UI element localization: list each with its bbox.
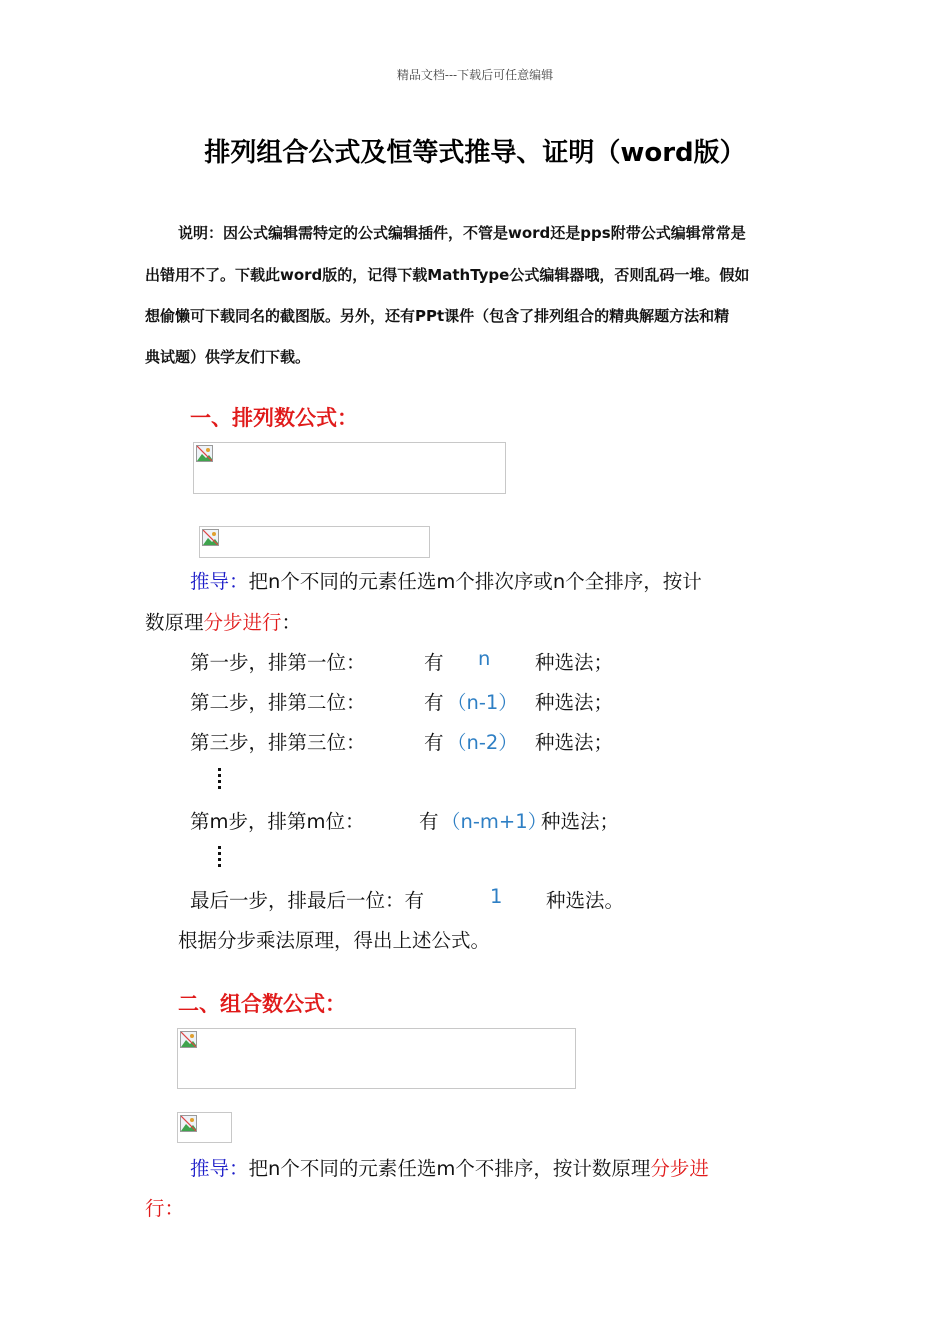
step-last-right: 种选法。	[546, 889, 625, 912]
derivation-line-2	[145, 607, 301, 635]
page-header: 精品文档---下载后可任意编辑	[396, 68, 554, 82]
conclusion: 根据分步乘法原理，得出上述公式。	[178, 929, 491, 952]
formula-image-1	[193, 442, 506, 494]
step-1-has: 有	[424, 651, 444, 674]
derive-text: ：	[281, 611, 302, 634]
step-3-left: 第三步，排第三位：	[190, 731, 366, 754]
vertical-ellipsis-icon	[218, 768, 222, 790]
section1-heading: 一、排列数公式：	[190, 406, 358, 430]
formula-image-4	[177, 1112, 232, 1143]
step-2-right: 种选法；	[535, 691, 614, 714]
step-m-value: （n-m+1）	[441, 810, 548, 833]
step-m-left: 第m步，排第m位：	[190, 810, 365, 833]
broken-image-icon	[202, 529, 219, 546]
step-3-value: （n-2）	[447, 731, 518, 754]
note-line-3: 想偷懒可下载同名的截图版。另外，还有PPt课件（包含了排列组合的精典解题方法和精	[145, 307, 730, 325]
derive-highlight: 行：	[145, 1197, 185, 1220]
derive-label: 推导：	[190, 1157, 249, 1180]
step-1-left: 第一步，排第一位：	[190, 651, 366, 674]
note-line-4: 典试题）供学友们下载。	[145, 348, 311, 366]
note-line-2: 出错用不了。下载此word版的，记得下载MathType公式编辑器哦，否则乱码一堆。假如	[145, 266, 750, 284]
step-2-value: （n-1）	[447, 691, 518, 714]
formula-image-2	[199, 526, 430, 558]
step-last-left: 最后一步，排最后一位：有	[190, 889, 425, 912]
formula-image-3	[177, 1028, 576, 1089]
step-3-has: 有	[424, 731, 444, 754]
broken-image-icon	[180, 1031, 197, 1048]
broken-image-icon	[180, 1115, 197, 1132]
step-m-has: 有	[419, 810, 439, 833]
derivation2-line-1	[190, 1153, 709, 1181]
step-m-right: 种选法；	[541, 810, 620, 833]
step-3-right: 种选法；	[535, 731, 614, 754]
section2-heading: 二、组合数公式：	[178, 992, 346, 1016]
document-title: 排列组合公式及恒等式推导、证明（word版）	[204, 138, 746, 168]
derive-text: 把n个不同的元素任选m个排次序或n个全排序，按计	[248, 570, 702, 593]
note-line-1: 说明：因公式编辑需特定的公式编辑插件，不管是word还是pps附带公式编辑常常是	[178, 224, 746, 242]
step-2-left: 第二步，排第二位：	[190, 691, 366, 714]
derive-text: 数原理	[145, 611, 204, 634]
derive-text: 把n个不同的元素任选m个不排序，按计数原理	[248, 1157, 651, 1180]
derivation-line-1	[190, 566, 702, 594]
step-2-has: 有	[424, 691, 444, 714]
derivation2-line-2	[145, 1193, 184, 1221]
vertical-ellipsis-icon	[218, 846, 222, 868]
derive-highlight: 分步进	[650, 1157, 709, 1180]
step-last-value: 1	[490, 885, 503, 908]
derive-highlight: 分步进行	[203, 611, 282, 634]
step-1-right: 种选法；	[535, 651, 614, 674]
broken-image-icon	[196, 445, 213, 462]
derive-label: 推导：	[190, 570, 249, 593]
step-1-value: n	[478, 647, 491, 670]
